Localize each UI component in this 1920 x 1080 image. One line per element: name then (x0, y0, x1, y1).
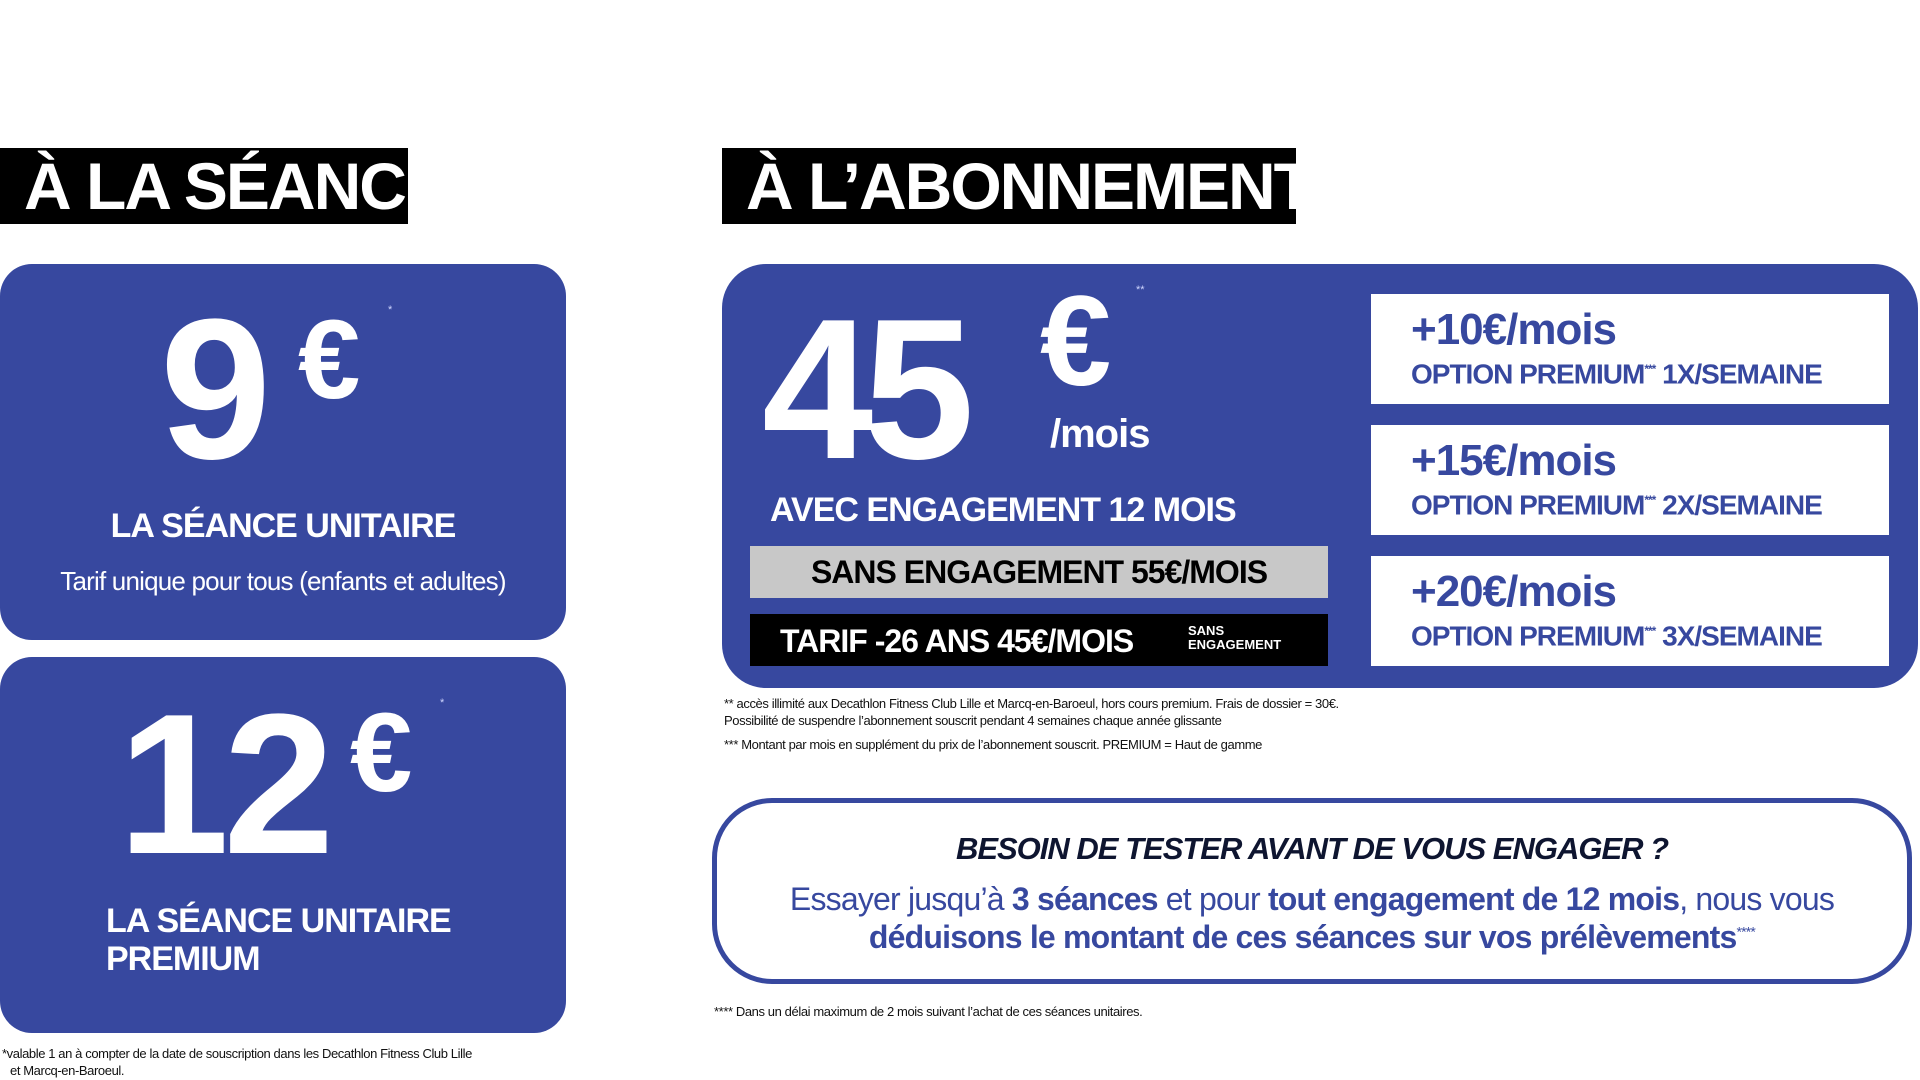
engagement-label: AVEC ENGAGEMENT 12 MOIS (770, 491, 1236, 529)
trial-deduction: déduisons le montant de ces séances sur vos prélèvements (868, 919, 1737, 955)
price-value: 9 (160, 278, 266, 501)
option-name: OPTION PREMIUM (1411, 620, 1645, 652)
trial-text: Essayer jusqu’à (789, 881, 1012, 917)
footnote: et Marcq-en-Baroeul. (10, 1063, 125, 1078)
price-value: 45 (762, 278, 965, 501)
youth-rate-bar (750, 614, 1328, 666)
premium-footnote: *** Montant par mois en supplément du prix de l’abonnement souscrit. PREMIUM = Haut de gamme (724, 737, 1263, 752)
option-label (1411, 616, 1822, 651)
option-frequency: 1X/SEMAINE (1655, 358, 1822, 390)
trial-engagement: tout engagement de 12 mois (1267, 881, 1680, 917)
currency-symbol: € (350, 690, 413, 815)
currency-symbol: € (298, 297, 361, 422)
youth-note-line2: ENGAGEMENT (1188, 637, 1282, 652)
price-card-premium (0, 657, 566, 1033)
section-tag-abonnement: À L’ABONNEMENT (722, 148, 1296, 224)
subscription-footnote: Possibilité de suspendre l’abonnement souscrit pendant 4 semaines chaque année glissante (724, 713, 1222, 728)
card-subtitle: Tarif unique pour tous (enfants et adultes) (60, 566, 506, 596)
footnote-star: ** (1136, 284, 1145, 296)
price-card-unit (0, 264, 566, 640)
option-stars: *** (1644, 362, 1656, 376)
youth-note (1188, 624, 1281, 652)
youth-note-line1: SANS (1188, 623, 1225, 638)
per-month: /mois (1050, 412, 1150, 456)
trial-title: BESOIN DE TESTER AVANT DE VOUS ENGAGER ? (955, 831, 1669, 866)
option-frequency: 3X/SEMAINE (1655, 620, 1822, 652)
trial-text: , nous vous (1679, 881, 1835, 917)
section-tag-seance: À LA SÉANCE (0, 148, 408, 224)
option-name: OPTION PREMIUM (1411, 489, 1645, 521)
price-value: 12 (118, 673, 329, 896)
no-engagement-label: SANS ENGAGEMENT 55€/MOIS (810, 554, 1268, 590)
card-label: LA SÉANCE UNITAIRE (106, 902, 451, 940)
currency-symbol: € (1040, 270, 1112, 413)
option-label (1411, 354, 1822, 389)
youth-rate-label: TARIF -26 ANS 45€/MOIS (780, 623, 1134, 659)
trial-text-line1 (717, 881, 1907, 918)
footnote-star: * (388, 304, 393, 316)
subscription-footnote: ** accès illimité aux Decathlon Fitness Club Lille et Marcq-en-Baroeul, hors cours premium. Frais de dossier = 30€. (724, 696, 1339, 711)
footnote-star: * (440, 697, 445, 709)
card-label-premium: PREMIUM (106, 940, 260, 978)
trial-stars: **** (1736, 923, 1756, 940)
option-price: +15€/mois (1411, 436, 1617, 485)
no-engagement-bar (750, 546, 1328, 598)
option-stars: *** (1644, 624, 1656, 638)
premium-option-3 (1371, 556, 1889, 666)
option-stars: *** (1644, 493, 1656, 507)
trial-text: et pour (1157, 881, 1268, 917)
option-price: +10€/mois (1411, 305, 1617, 354)
card-label: LA SÉANCE UNITAIRE (110, 507, 456, 545)
trial-text-line2 (717, 919, 1907, 956)
premium-option-2 (1371, 425, 1889, 535)
option-name: OPTION PREMIUM (1411, 358, 1645, 390)
option-price: +20€/mois (1411, 567, 1617, 616)
option-frequency: 2X/SEMAINE (1655, 489, 1822, 521)
option-label (1411, 485, 1822, 520)
trial-footnote: **** Dans un délai maximum de 2 mois suivant l’achat de ces séances unitaires. (714, 1004, 1143, 1019)
trial-offer-box (712, 798, 1912, 984)
premium-option-1 (1371, 294, 1889, 404)
trial-sessions: 3 séances (1011, 881, 1158, 917)
footnote: *valable 1 an à compter de la date de souscription dans les Decathlon Fitness Club Lille (2, 1046, 472, 1061)
